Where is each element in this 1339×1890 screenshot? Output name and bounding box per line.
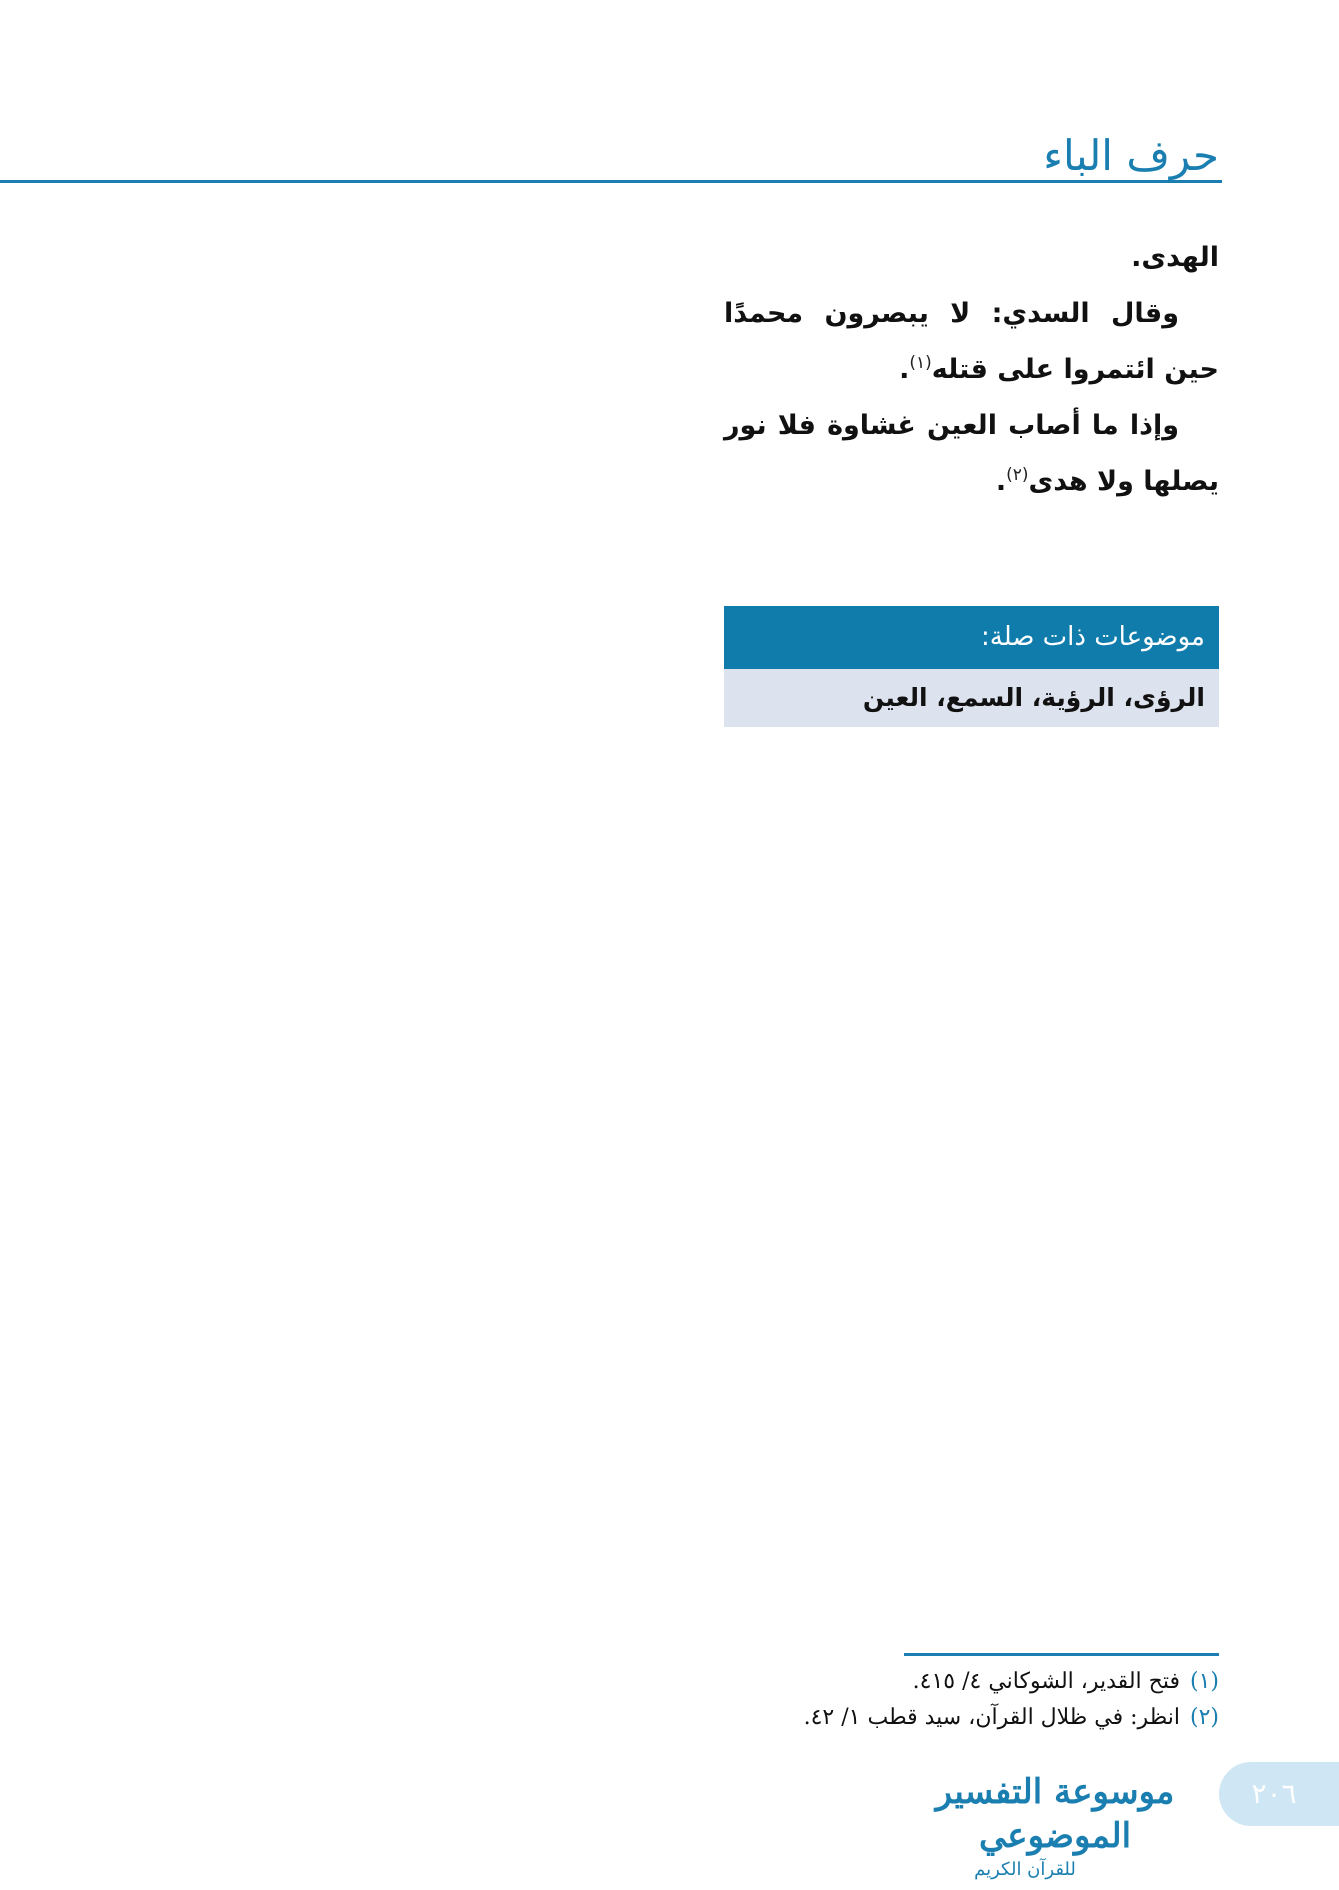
footnote-text: فتح القدير، الشوكاني ٤/ ٤١٥. bbox=[912, 1669, 1180, 1694]
page-number: ٢٠٦ bbox=[1251, 1777, 1297, 1810]
paragraph-3-end: . bbox=[995, 466, 1007, 497]
footnotes bbox=[659, 1664, 1219, 1736]
header-divider bbox=[0, 180, 1222, 183]
footnote-number: (٢) bbox=[1189, 1705, 1219, 1730]
body-text bbox=[724, 230, 1219, 510]
related-topics-box bbox=[724, 606, 1219, 727]
footnote-ref-1[interactable]: (١) bbox=[909, 353, 932, 373]
footnote-1 bbox=[659, 1664, 1219, 1700]
footnote-text: انظر: في ظلال القرآن، سيد قطب ١/ ٤٢. bbox=[803, 1705, 1180, 1730]
footnote-ref-2[interactable]: (٢) bbox=[1006, 465, 1029, 485]
paragraph-3-text: وإذا ما أصاب العين غشاوة فلا نور يصلها ولا هدى bbox=[724, 410, 1219, 497]
paragraph-1: الهدى. bbox=[1131, 242, 1219, 273]
related-topics-heading: موضوعات ذات صلة: bbox=[724, 606, 1219, 669]
encyclopedia-logo bbox=[930, 1770, 1180, 1880]
paragraph-2 bbox=[724, 286, 1219, 398]
chapter-title: حرف الباء bbox=[1043, 131, 1219, 180]
logo-subtitle: للقرآن الكريم bbox=[974, 1859, 1076, 1880]
logo-title: موسوعة التفسير الموضوعي bbox=[935, 1772, 1175, 1856]
footnote-number: (١) bbox=[1189, 1669, 1219, 1694]
paragraph-3 bbox=[724, 398, 1219, 510]
paragraph-2-text: وقال السدي: لا يبصرون محمدًا حين ائتمروا على قتله bbox=[724, 298, 1219, 385]
footnote-divider bbox=[904, 1653, 1219, 1656]
related-topics-list[interactable]: الرؤى، الرؤية، السمع، العين bbox=[724, 669, 1219, 727]
paragraph-2-end: . bbox=[899, 354, 910, 385]
page-number-tab bbox=[1219, 1762, 1339, 1826]
footnote-2 bbox=[659, 1700, 1219, 1736]
